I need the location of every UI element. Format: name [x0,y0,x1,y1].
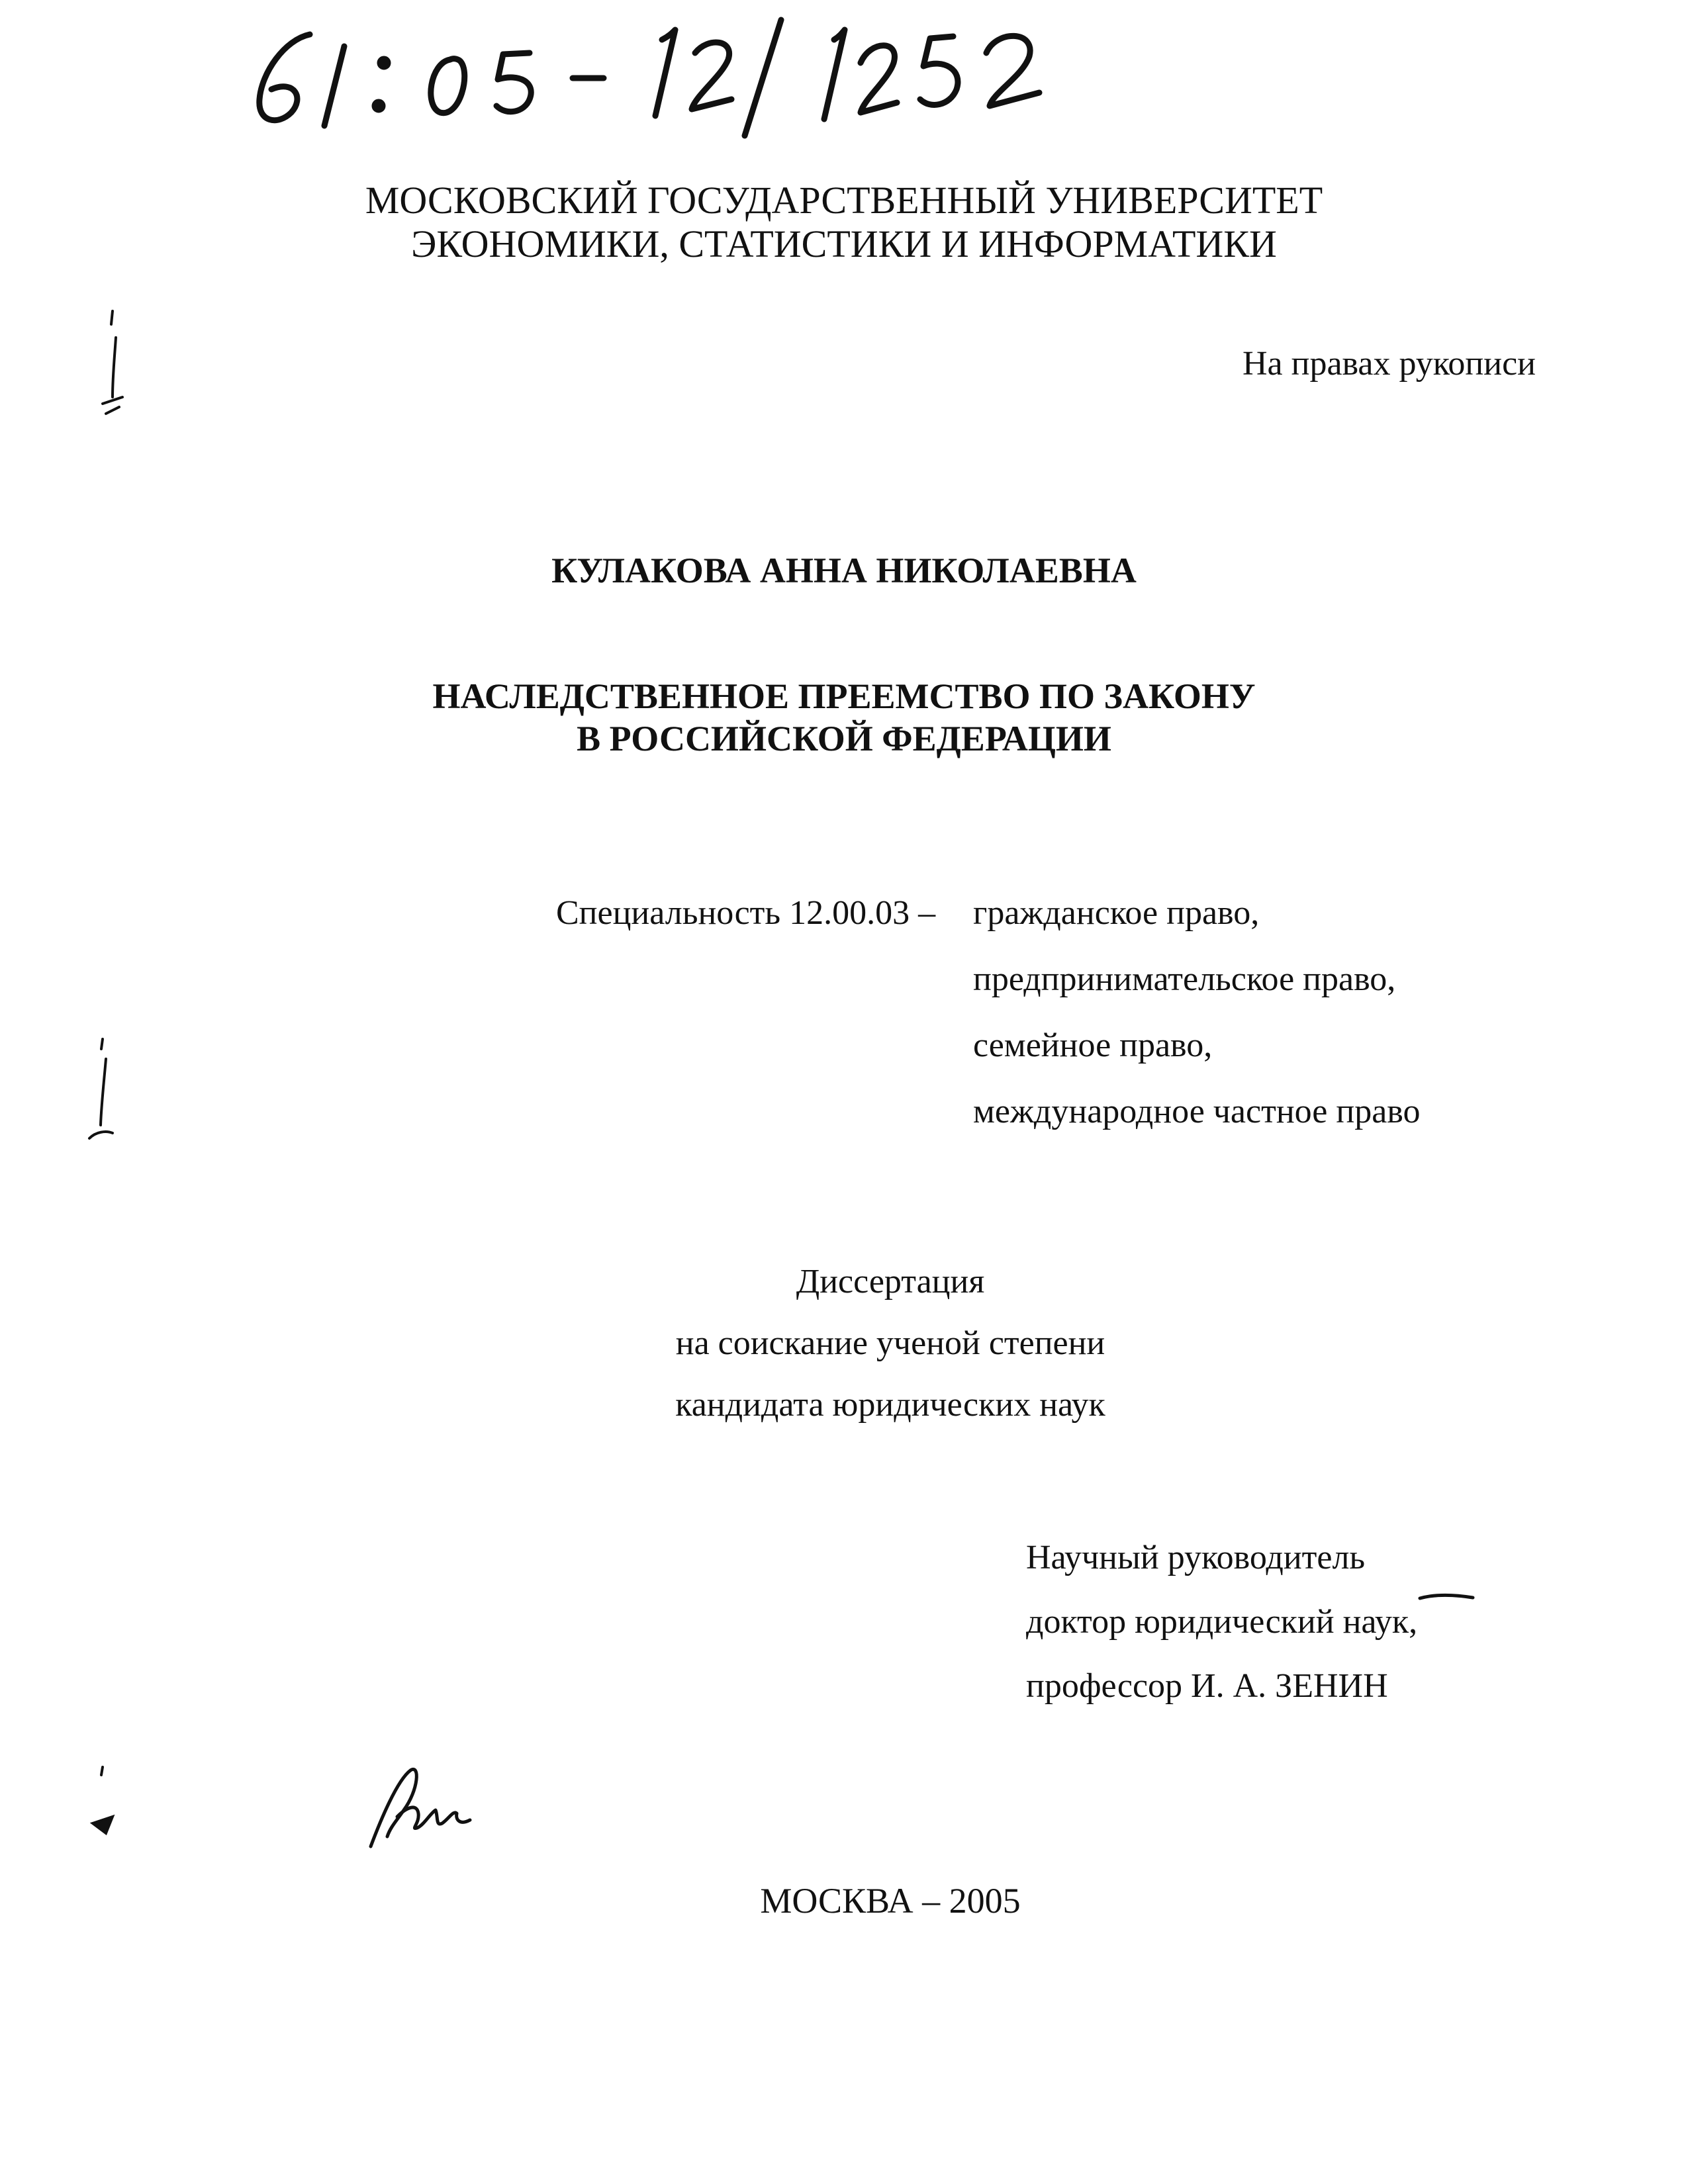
specialty-branch: предпринимательское право, [973,960,1396,998]
title-line-2: В РОССИЙСКОЙ ФЕДЕРАЦИИ [577,719,1111,758]
supervisor-line-3: профессор И. А. ЗЕНИН [1026,1667,1388,1705]
university-name [0,179,1688,266]
scan-artifact [93,304,132,424]
specialty-prefix: Специальность 12.00.03 – [556,894,936,932]
manuscript-rights-note: На правах рукописи [1243,345,1536,383]
title-line-1: НАСЛЕДСТВЕННОЕ ПРЕЕМСТВО ПО ЗАКОНУ [432,676,1256,716]
signature [357,1754,490,1860]
author-name: КУЛАКОВА АННА НИКОЛАЕВНА [551,551,1137,590]
pen-mark [1417,1588,1476,1608]
degree-line-1: Диссертация [796,1263,985,1300]
scan-artifact [79,1032,119,1145]
degree-statement [0,1251,1688,1435]
specialty-branch: гражданское право, [973,894,1260,932]
degree-line-2: на соискание ученой степени [675,1324,1105,1362]
specialty-branch: международное частное право [973,1093,1421,1130]
degree-line-3: кандидата юридических наук [675,1386,1105,1424]
handwritten-archive-number [0,0,1125,146]
university-line-1: МОСКОВСКИЙ ГОСУДАРСТВЕННЫЙ УНИВЕРСИТЕТ [365,179,1323,222]
university-line-2: ЭКОНОМИКИ, СТАТИСТИКИ И ИНФОРМАТИКИ [411,222,1277,265]
specialty-branches [973,880,1420,1145]
city-year: МОСКВА – 2005 [760,1881,1021,1921]
supervisor-line-1: Научный руководитель [1026,1539,1366,1576]
dissertation-title [0,675,1688,760]
supervisor-line-2: доктор юридический наук, [1026,1603,1418,1641]
scientific-supervisor [1026,1525,1417,1718]
scan-artifact [83,1760,122,1853]
specialty-branch: семейное право, [973,1026,1213,1064]
